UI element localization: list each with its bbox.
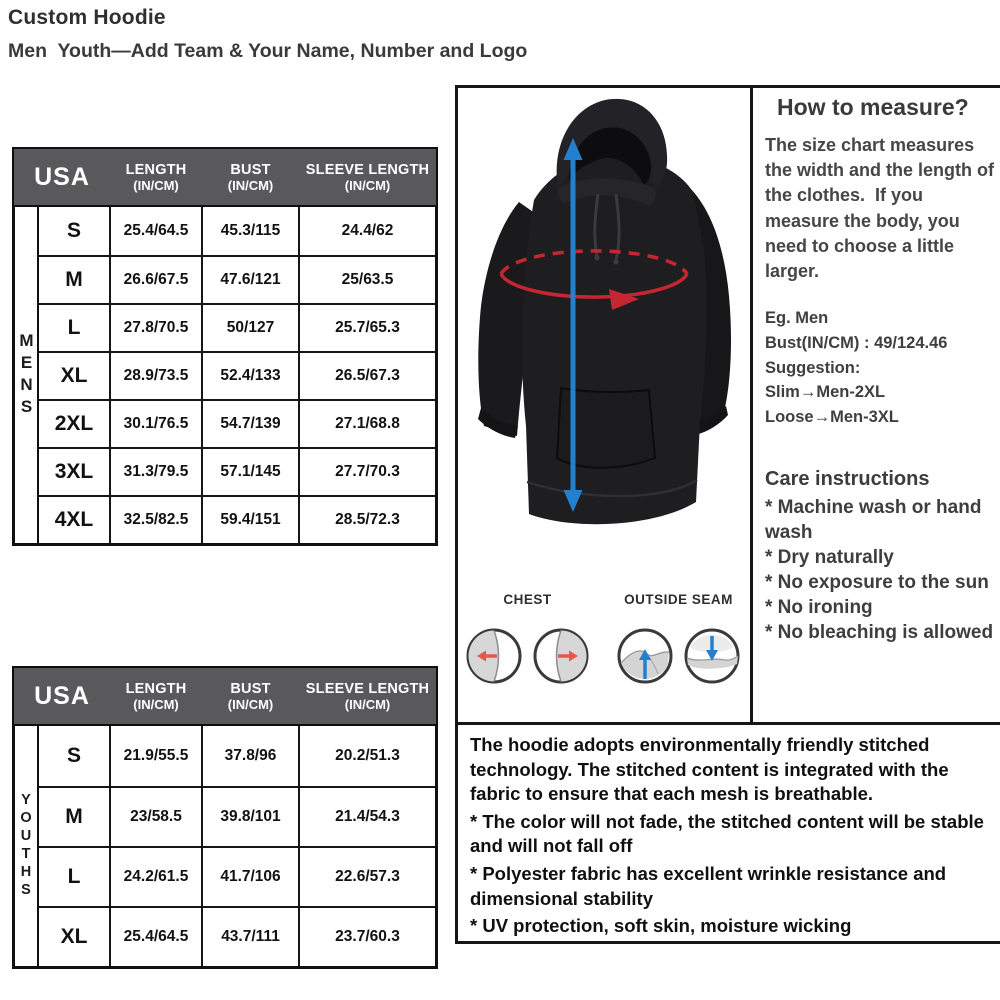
mens-size-table — [12, 147, 438, 546]
header-sleeve-length: SLEEVE LENGTH (IN/CM) — [305, 680, 430, 712]
description-bullet: * UV protection, soft skin, moisture wicking — [470, 915, 852, 937]
description-bullet: * Polyester fabric has excellent wrinkle resistance and dimensional stability — [470, 862, 947, 909]
bust-cell: 39.8/101 — [201, 786, 298, 846]
sleeve-cell: 22.6/57.3 — [298, 846, 435, 906]
header-sleeve-length: SLEEVE LENGTH (IN/CM) — [305, 161, 430, 193]
header-length: LENGTH (IN/CM) — [125, 680, 187, 712]
sleeve-cell: 25/63.5 — [298, 255, 435, 303]
bust-cell: 37.8/96 — [201, 726, 298, 786]
example-line: Slim→Men-2XL — [765, 383, 886, 402]
length-cell: 23/58.5 — [109, 786, 201, 846]
chest-icon-group — [465, 592, 590, 685]
size-cell: L — [39, 303, 109, 351]
sleeve-cell: 28.5/72.3 — [298, 495, 435, 543]
care-instructions — [765, 468, 997, 645]
youths-group-label: YOUTHS — [15, 726, 39, 966]
care-item: * Machine wash or hand wash — [765, 496, 982, 543]
header-length: LENGTH (IN/CM) — [125, 161, 187, 193]
header-bust: BUST (IN/CM) — [227, 680, 274, 712]
outside-seam-label: OUTSIDE SEAM — [624, 592, 733, 607]
sleeve-cell: 21.4/54.3 — [298, 786, 435, 846]
length-cell: 27.8/70.5 — [109, 303, 201, 351]
size-cell: XL — [39, 906, 109, 966]
size-cell: 4XL — [39, 495, 109, 543]
measure-icons-row — [457, 592, 749, 685]
length-cell: 32.5/82.5 — [109, 495, 201, 543]
size-cell: L — [39, 846, 109, 906]
size-cell: S — [66, 219, 81, 242]
care-item: * No bleaching is allowed — [765, 622, 994, 644]
outside-seam-arrow-up-icon — [616, 627, 674, 685]
outside-seam-icon-group — [616, 592, 741, 685]
chest-label: CHEST — [503, 592, 552, 607]
length-cell: 26.6/67.5 — [109, 255, 201, 303]
length-cell: 21.9/55.5 — [109, 726, 201, 786]
header-bust: BUST (IN/CM) — [227, 161, 274, 193]
size-cell: M — [39, 786, 109, 846]
sizing-example — [765, 306, 997, 430]
header-usa: USA — [34, 681, 90, 710]
size-cell: 3XL — [39, 447, 109, 495]
bust-cell: 50/127 — [201, 303, 298, 351]
size-cell: XL — [39, 351, 109, 399]
page-subtitle: Men Youth—Add Team & Your Name, Number and Logo — [8, 40, 528, 62]
bust-cell: 57.1/145 — [201, 447, 298, 495]
length-cell: 28.9/73.5 — [109, 351, 201, 399]
size-cell: 2XL — [39, 399, 109, 447]
outside-seam-arrow-down-icon — [683, 627, 741, 685]
sleeve-cell: 23.7/60.3 — [298, 906, 435, 966]
sleeve-cell: 26.5/67.3 — [298, 351, 435, 399]
sleeve-cell: 27.1/68.8 — [298, 399, 435, 447]
example-line: Eg. Men — [765, 309, 829, 328]
description-bullet: * The color will not fade, the stitched content will be stable and will not fall off — [470, 810, 984, 857]
sleeve-cell: 20.2/51.3 — [298, 726, 435, 786]
how-to-measure-body: The size chart measures the width and the length of the clothes. If you measure the body, you need to choose a little larger. — [765, 135, 999, 281]
care-item: * Dry naturally — [765, 547, 894, 569]
bust-cell: 45.3/115 — [201, 207, 298, 255]
example-line: Loose→Men-3XL — [765, 408, 899, 427]
bust-cell: 54.7/139 — [201, 399, 298, 447]
example-line: Suggestion: — [765, 358, 861, 377]
bust-cell: 47.6/121 — [201, 255, 298, 303]
how-to-measure-heading: How to measure? — [777, 94, 969, 120]
bust-cell: 52.4/133 — [201, 351, 298, 399]
size-cell: M — [39, 255, 109, 303]
chest-measure-arrow-right-icon — [532, 627, 590, 685]
care-item: * No ironing — [765, 597, 873, 619]
description-paragraph: The hoodie adopts environmentally friendly stitched technology. The stitched content is integrated with the fabric to ensure that each mesh is breathable. — [470, 734, 949, 805]
care-item: * No exposure to the sun — [765, 572, 989, 594]
hoodie-image — [457, 88, 749, 600]
mens-table-header — [12, 147, 438, 207]
length-cell: 24.2/61.5 — [109, 846, 201, 906]
youths-size-table — [12, 666, 438, 969]
panel-divider — [750, 85, 753, 725]
hoodie-measurement-illustration — [457, 88, 749, 600]
bust-cell: 59.4/151 — [201, 495, 298, 543]
bust-cell: 41.7/106 — [201, 846, 298, 906]
youths-table-grid — [39, 726, 435, 966]
how-to-measure-panel — [765, 94, 997, 645]
product-description-box — [455, 722, 1000, 944]
page-title: Custom Hoodie — [8, 6, 166, 29]
sleeve-cell: 24.4/62 — [298, 207, 435, 255]
length-cell: 25.4/64.5 — [109, 906, 201, 966]
length-cell: 31.3/79.5 — [109, 447, 201, 495]
chest-measure-arrow-left-icon — [465, 627, 523, 685]
youths-table-header — [12, 666, 438, 726]
care-heading: Care instructions — [765, 467, 930, 490]
mens-table-grid — [39, 207, 435, 543]
header-usa: USA — [34, 162, 90, 191]
sleeve-cell: 27.7/70.3 — [298, 447, 435, 495]
bust-cell: 43.7/111 — [201, 906, 298, 966]
example-line: Bust(IN/CM) : 49/124.46 — [765, 333, 948, 352]
length-cell: 25.4/64.5 — [109, 207, 201, 255]
mens-group-label: MENS — [15, 207, 39, 543]
length-cell: 30.1/76.5 — [109, 399, 201, 447]
size-cell: S — [66, 744, 81, 767]
sleeve-cell: 25.7/65.3 — [298, 303, 435, 351]
